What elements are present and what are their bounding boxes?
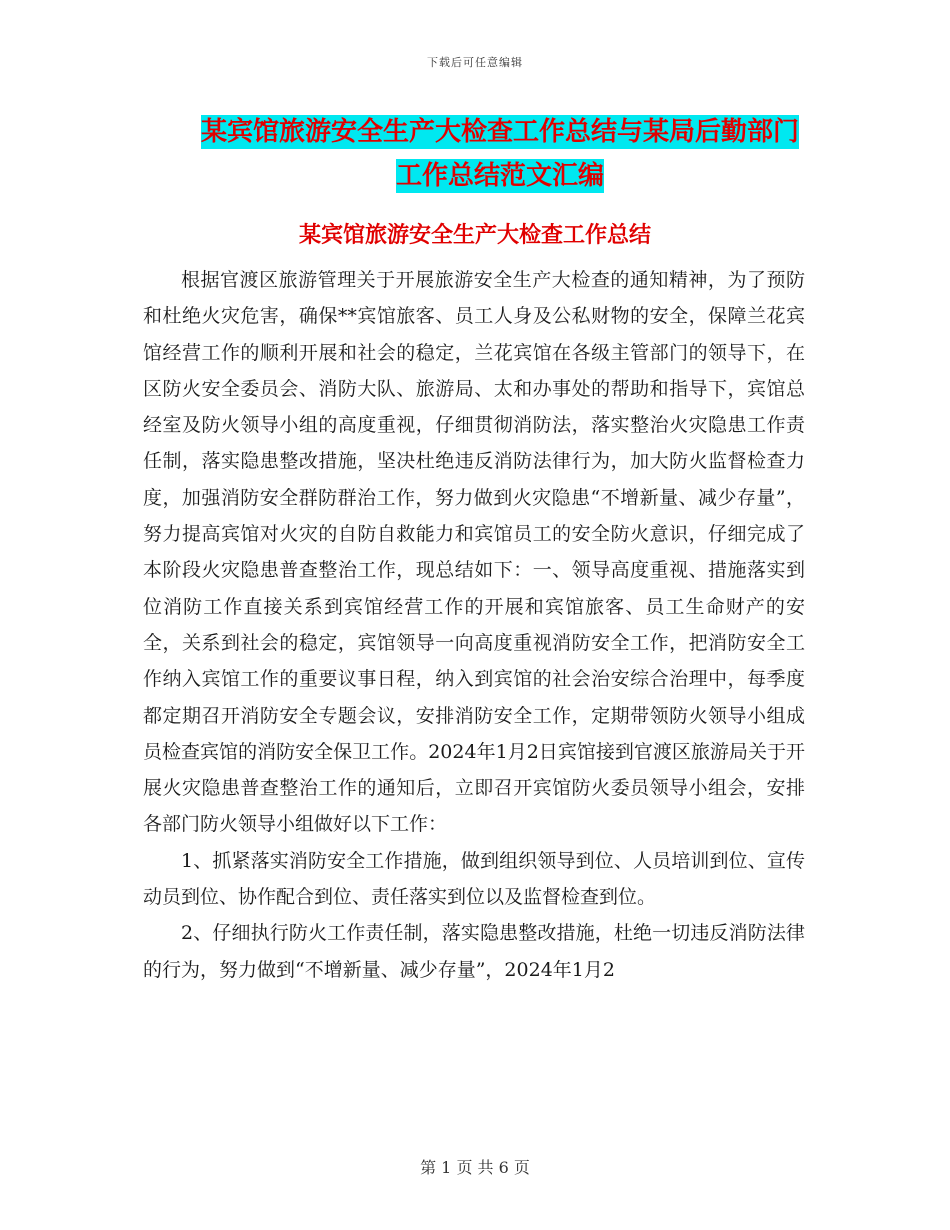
paragraph: 根据官渡区旅游管理关于开展旅游安全生产大检查的通知精神，为了预防和杜绝火灾危害，确保**宾馆旅客、员工人身及公私财物的安全，保障兰花宾馆经营工作的顺利开展和社会的稳定，兰花宾馆在各级主管部门的领导下，在区防火安全委员会、消防大队、旅游局、太和办事处的帮助和指导下，宾馆总经室及防火领导小组的高度重视，仔细贯彻消防法，落实整治火灾隐患工作责任制，落实隐患整改措施，坚决杜绝违反消防法律行为，加大防火监督检查力度，加强消防安全群防群治工作，努力做到火灾隐患“不增新量、减少存量”，努力提高宾馆对火灾的自防自救能力和宾馆员工的安全防火意识，仔细完成了本阶段火灾隐患普查整治工作，现总结如下：一、领导高度重视、措施落实到位消防工作直接关系到宾馆经营工作的开展和宾馆旅客、员工生命财产的安全，关系到社会的稳定，宾馆领导一向高度重视消防安全工作，把消防安全工作纳入宾馆工作的重要议事日程，纳入到宾馆的社会治安综合治理中，每季度都定期召开消防安全专题会议，安排消防安全工作，定期带领防火领导小组成员检查宾馆的消防安全保卫工作。2024年1月2日宾馆接到官渡区旅游局关于开展火灾隐患普查整治工作的通知后，立即召开宾馆防火委员领导小组会，安排各部门防火领导小组做好以下工作： <box>143 269 805 836</box>
body-text <box>143 262 805 988</box>
paragraph: 1、抓紧落实消防安全工作措施，做到组织领导到位、人员培训到位、宣传动员到位、协作配合到位、责任落实到位以及监督检查到位。 <box>143 849 805 909</box>
header-note: 下载后可任意编辑 <box>427 56 523 69</box>
document-title-line2: 工作总结范文汇编 <box>395 161 604 191</box>
page-footer: 第 1 页 共 6 页 <box>420 1158 530 1177</box>
document-title-line1: 某宾馆旅游安全生产大检查工作总结与某局后勤部门 <box>200 117 799 147</box>
document-title <box>140 110 860 198</box>
paragraph: 2、仔细执行防火工作责任制，落实隐患整改措施，杜绝一切违反消防法律的行为，努力做到“不增新量、减少存量”，2024年1月2 <box>143 922 805 981</box>
section-title: 某宾馆旅游安全生产大检查工作总结 <box>298 222 651 248</box>
